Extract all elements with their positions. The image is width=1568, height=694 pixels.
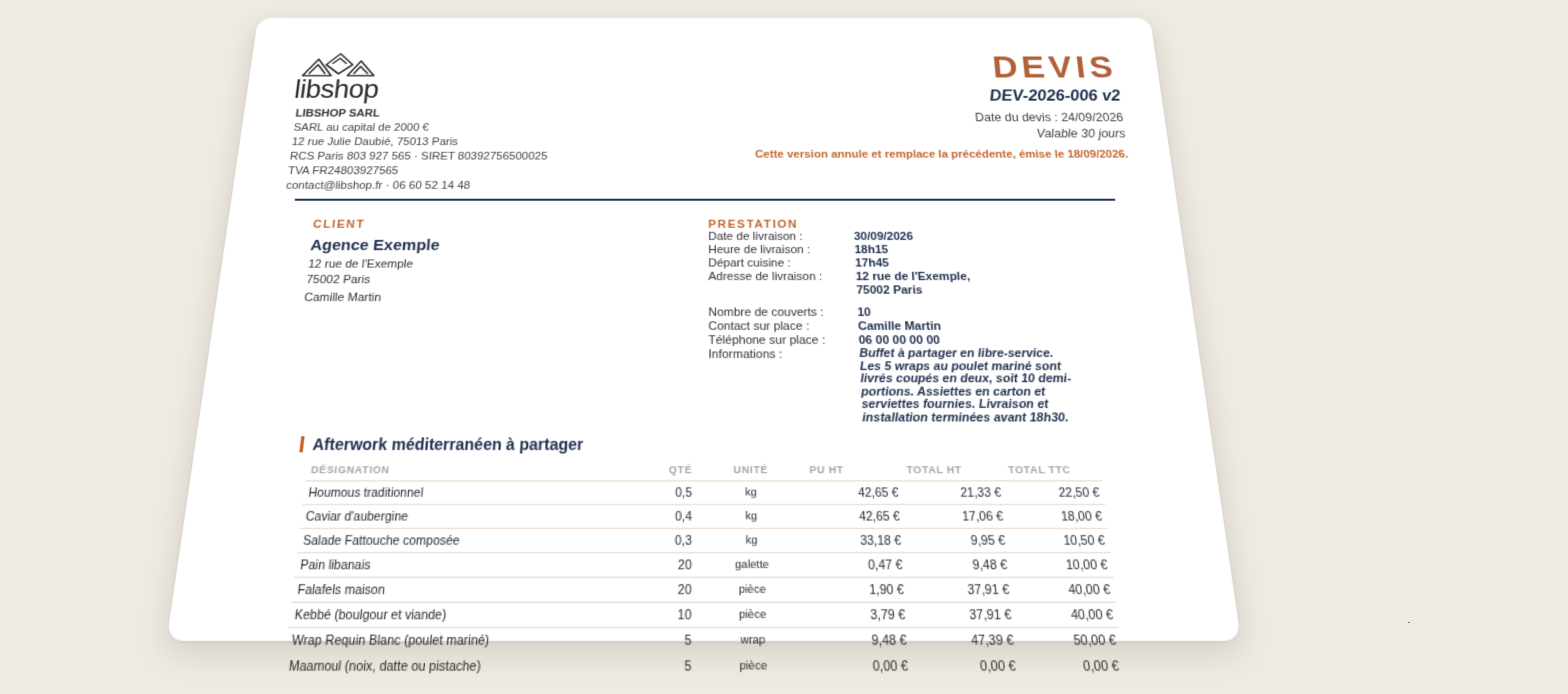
prestation-key: Nombre de couverts : <box>708 306 824 320</box>
cell-unit: wrap <box>696 628 810 654</box>
client-address-line-2: 75002 Paris <box>305 273 371 287</box>
cell-unit: pièce <box>696 602 809 627</box>
column-header-total-ht: TOTAL HT <box>906 463 963 476</box>
company-logo <box>293 52 397 103</box>
company-contact: contact@libshop.fr · 06 60 52 14 48 <box>285 179 471 192</box>
table-row <box>294 553 1113 578</box>
prestation-row <box>708 334 1107 348</box>
client-contact: Camille Martin <box>303 291 382 305</box>
prestation-value: 18h15 <box>854 243 889 257</box>
table-row <box>300 504 1108 528</box>
prestation-row <box>708 284 1101 298</box>
cell-designation: Maamoul (noix, datte ou pistache) <box>283 653 640 678</box>
section-accent-bar <box>299 436 304 452</box>
cell-unit-price: 33,18 € <box>806 528 906 552</box>
cell-designation: Wrap Requin Blanc (poulet mariné) <box>286 628 641 654</box>
cell-total-ht: 37,91 € <box>908 577 1015 602</box>
document-date: Date du devis : 24/09/2026 <box>974 110 1125 125</box>
column-header-unit-price: PU HT <box>809 463 845 476</box>
company-capital: SARL au capital de 2000 € <box>292 122 430 134</box>
column-header-qty: QTÉ <box>668 463 693 476</box>
company-block <box>285 107 550 194</box>
cell-qty: 0,4 <box>642 504 697 528</box>
cell-unit-price: 9,48 € <box>809 628 912 654</box>
cell-designation: Pain libanais <box>294 553 641 578</box>
items-table <box>283 462 1125 679</box>
cell-total-ttc: 10,50 € <box>1009 528 1111 552</box>
cell-unit-price: 0,47 € <box>807 553 908 578</box>
client-label: CLIENT <box>312 218 366 231</box>
company-name: LIBSHOP SARL <box>294 108 381 120</box>
cell-total-ttc: 50,00 € <box>1017 628 1122 654</box>
company-tva: TVA FR24803927565 <box>287 165 399 178</box>
prestation-block <box>708 219 1116 426</box>
cell-qty: 10 <box>640 602 696 627</box>
document-notice: Cette version annule et remplace la précédente, émise le 18/09/2026. <box>754 148 1129 161</box>
prestation-key: Heure de livraison : <box>708 243 811 257</box>
client-address-line-1: 12 rue de l'Exemple <box>307 258 414 271</box>
cell-qty: 20 <box>641 553 696 578</box>
cell-unit: pièce <box>696 577 808 602</box>
quote-document <box>166 18 1241 674</box>
cell-unit: pièce <box>696 653 811 678</box>
cell-total-ht: 17,06 € <box>904 504 1009 528</box>
menu-section-header <box>299 435 584 453</box>
logo-wordmark: libshop <box>292 75 381 104</box>
cell-unit-price: 3,79 € <box>809 602 911 627</box>
prestation-value: 75002 Paris <box>856 284 923 297</box>
cell-total-ht: 21,33 € <box>903 481 1007 505</box>
column-header-unit: UNITÉ <box>733 463 769 476</box>
cell-total-ttc: 0,00 € <box>1019 653 1125 678</box>
prestation-row <box>708 231 1095 244</box>
prestation-value: Buffet à partager en libre-service. Les 5 wraps au poulet mariné sont livrés coupés en deux, soit 10 demi-portions. Assiettes en carton et serviettes fournies. Livraison et installation terminées avant 18h30. <box>859 347 1072 425</box>
prestation-row <box>708 244 1096 257</box>
cell-designation: Caviar d'aubergine <box>300 504 643 528</box>
prestation-value: 17h45 <box>854 257 890 270</box>
prestation-value: 10 <box>857 306 872 320</box>
prestation-label: PRESTATION <box>708 218 799 231</box>
cell-qty: 0,3 <box>642 528 697 552</box>
cell-qty: 5 <box>640 628 697 654</box>
client-name: Agence Exemple <box>309 236 441 255</box>
column-header-designation: DÉSIGNATION <box>310 463 391 476</box>
prestation-row <box>708 271 1100 285</box>
cell-qty: 20 <box>641 577 697 602</box>
cell-unit: kg <box>697 504 807 528</box>
document-title: DEVIS <box>990 50 1119 85</box>
cell-designation: Kebbé (boulgour et viande) <box>288 602 640 627</box>
table-row <box>288 602 1119 627</box>
document-header <box>753 52 1129 161</box>
document-validity: Valable 30 jours <box>1035 126 1127 141</box>
cell-unit-price: 1,90 € <box>808 577 909 602</box>
company-rcs-siret: RCS Paris 803 927 565 · SIRET 80392756500025 <box>289 150 548 163</box>
prestation-key: Date de livraison : <box>708 230 803 243</box>
header-divider <box>295 199 1115 201</box>
prestation-key: Téléphone sur place : <box>708 334 826 348</box>
cell-total-ttc: 10,00 € <box>1011 553 1114 578</box>
cell-unit-price: 0,00 € <box>810 653 914 678</box>
prestation-value: 12 rue de l'Exemple, <box>855 270 971 284</box>
client-block <box>303 219 442 307</box>
prestation-value: 06 00 00 00 00 <box>858 334 941 348</box>
cell-total-ht: 37,91 € <box>909 602 1017 627</box>
stray-dot <box>1408 622 1410 623</box>
column-header-total-ttc: TOTAL TTC <box>1007 463 1072 476</box>
cell-total-ht: 0,00 € <box>912 653 1021 678</box>
prestation-key: Départ cuisine : <box>708 257 792 270</box>
prestation-row <box>708 320 1105 334</box>
cell-total-ttc: 40,00 € <box>1015 602 1119 627</box>
table-row <box>291 577 1116 602</box>
cell-total-ttc: 18,00 € <box>1007 504 1108 528</box>
cell-qty: 0,5 <box>642 481 696 505</box>
prestation-key: Adresse de livraison : <box>708 270 823 284</box>
cell-unit-price: 42,65 € <box>806 504 905 528</box>
cell-total-ttc: 40,00 € <box>1013 577 1116 602</box>
cell-unit: kg <box>697 481 806 505</box>
document-number: DEV-2026-006 v2 <box>988 88 1122 105</box>
cell-unit: kg <box>696 528 807 552</box>
prestation-key: Contact sur place : <box>708 320 810 334</box>
prestation-key: Informations : <box>708 348 783 362</box>
prestation-key <box>708 284 857 298</box>
prestation-value: 30/09/2026 <box>853 230 914 243</box>
cell-designation: Falafels maison <box>291 577 641 602</box>
cell-designation: Salade Fattouche composée <box>297 528 642 552</box>
cell-total-ht: 47,39 € <box>911 628 1020 654</box>
prestation-row <box>708 306 1104 320</box>
menu-section-title: Afterwork méditerranéen à partager <box>311 435 584 454</box>
prestation-row <box>708 257 1098 270</box>
table-row <box>286 628 1122 654</box>
cell-total-ht: 9,95 € <box>905 528 1011 552</box>
company-address: 12 rue Julie Daubié, 75013 Paris <box>291 136 459 148</box>
cell-total-ht: 9,48 € <box>907 553 1013 578</box>
table-row <box>297 528 1111 552</box>
cell-unit-price: 42,65 € <box>805 481 904 505</box>
cell-unit: galette <box>696 553 807 578</box>
cell-designation: Houmous traditionnel <box>303 481 643 505</box>
table-row <box>283 653 1125 678</box>
cell-total-ttc: 22,50 € <box>1005 481 1106 505</box>
cell-qty: 5 <box>639 653 696 678</box>
prestation-row <box>708 348 1116 425</box>
prestation-value: Camille Martin <box>857 320 942 334</box>
table-row <box>303 481 1106 505</box>
table-header-row <box>305 462 1102 481</box>
